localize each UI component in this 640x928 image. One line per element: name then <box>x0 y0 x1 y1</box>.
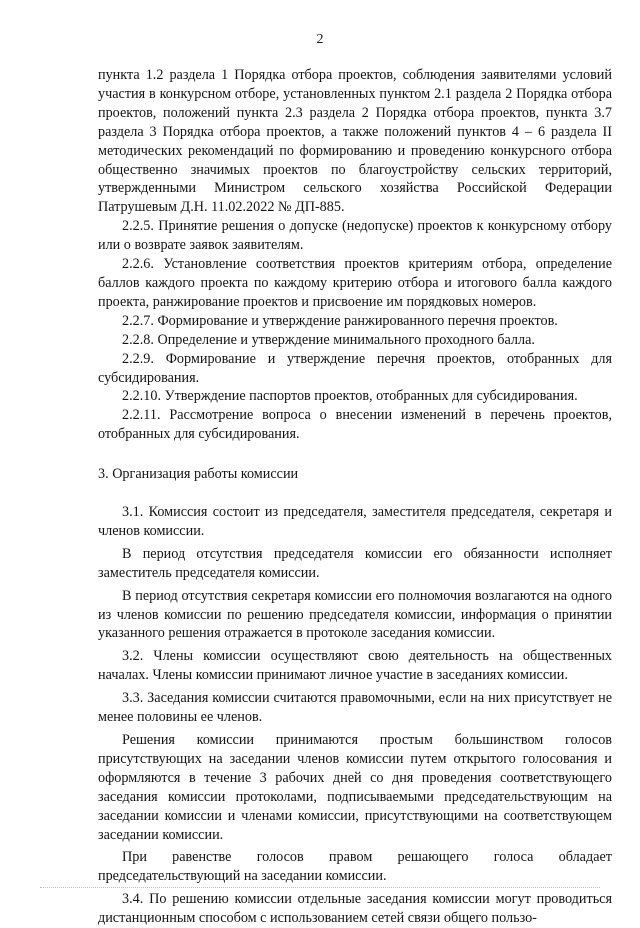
paragraph-3-3: 3.3. Заседания комиссии считаются правомочными, если на них присутствует не менее половины ее членов. <box>98 690 612 726</box>
paragraph-continuation: пункта 1.2 раздела 1 Порядка отбора проектов, соблюдения заявителями условий участия в конкурсном отборе, установленных пунктом 2.1 раздела 2 Порядка отбора проектов, положений пункта 2.3 раздела 2 Порядка отбора проектов, пункта 3.7 раздела 3 Порядка отбора проектов, а также положений пунктов 4 – 6 раздела II методических рекомендаций по формированию и проведению конкурсного отбора общественно значимых проектов по благоустройству сельских территорий, утвержденными Министром сельского хозяйства Российской Федерации Патрушевым Д.Н. 11.02.2022 № ДП-885. <box>98 67 612 216</box>
paragraph-secretary-absence: В период отсутствия секретаря комиссии его полномочия возлагаются на одного из членов комиссии по решению председателя комиссии, информация о принятии указанного решения отражается в протоколе заседания комиссии. <box>98 587 612 642</box>
paragraph-2-2-11: 2.2.11. Рассмотрение вопроса о внесении изменений в перечень проектов, отобранных для субсидирования. <box>98 407 612 443</box>
paragraph-2-2-5: 2.2.5. Принятие решения о допуске (недопуске) проектов к конкурсному отбору или о возврате заявок заявителям. <box>98 218 612 254</box>
document-body <box>98 66 612 928</box>
paragraph-3-4: 3.4. По решению комиссии отдельные заседания комиссии могут проводиться дистанционным способом с использованием сетей связи общего пользо- <box>98 891 612 927</box>
paragraph-2-2-9: 2.2.9. Формирование и утверждение перечня проектов, отобранных для субсидирования. <box>98 350 612 386</box>
paragraph-tie-vote: При равенстве голосов правом решающего голоса обладает председательствующий на заседании комиссии. <box>98 849 612 885</box>
page-number: 2 <box>316 32 324 47</box>
paragraph-2-2-6: 2.2.6. Установление соответствия проектов критериям отбора, определение баллов каждого проекта по каждому критерию отбора и итогового балла каждого проекта, ранжирование проектов и присвоение им порядковых номеров. <box>98 256 612 310</box>
paragraph-chair-absence: В период отсутствия председателя комиссии его обязанности исполняет заместитель председателя комиссии. <box>98 545 612 581</box>
scan-edge-line <box>40 887 600 888</box>
paragraph-2-2-7: 2.2.7. Формирование и утверждение ранжированного перечня проектов. <box>122 312 558 329</box>
paragraph-decisions: Решения комиссии принимаются простым большинством голосов присутствующих на заседании членов комиссии путем открытого голосования и оформляются в течение 3 рабочих дней со дня проведения соответствующего заседания комиссии протоколами, подписываемыми председательствующим на заседании комиссии и членами комиссии, присутствующими на соответствующем заседании комиссии. <box>98 732 612 843</box>
section-heading: 3. Организация работы комиссии <box>98 466 299 483</box>
paragraph-2-2-8: 2.2.8. Определение и утверждение минимального проходного балла. <box>122 331 535 348</box>
paragraph-2-2-10: 2.2.10. Утверждение паспортов проектов, отобранных для субсидирования. <box>122 388 578 405</box>
paragraph-3-2: 3.2. Члены комиссии осуществляют свою деятельность на общественных началах. Члены комиссии принимают личное участие в заседаниях комиссии. <box>98 648 612 684</box>
paragraph-3-1: 3.1. Комиссия состоит из председателя, заместителя председателя, секретаря и членов комиссии. <box>98 504 612 539</box>
